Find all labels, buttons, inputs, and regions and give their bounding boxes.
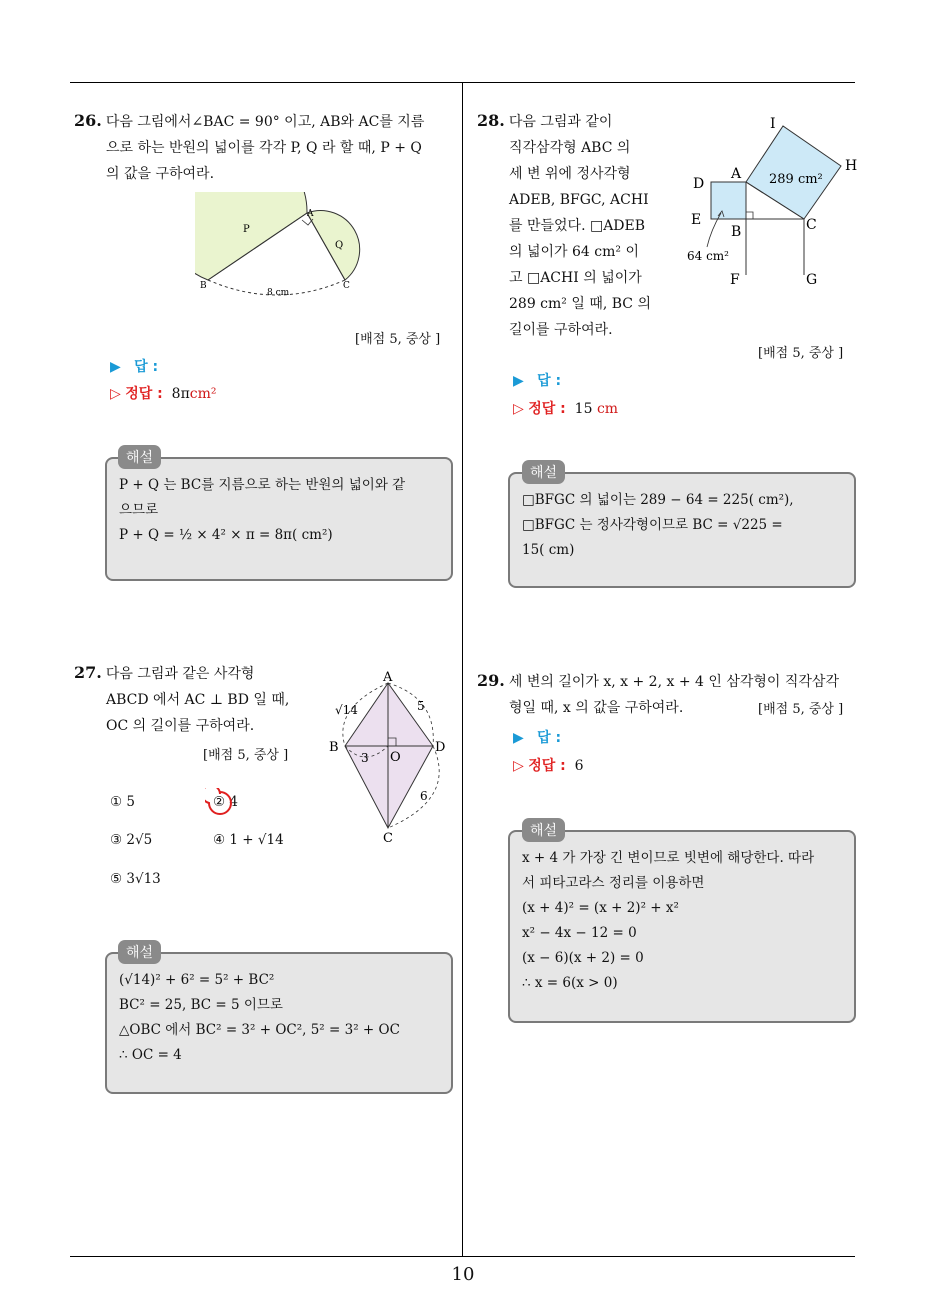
- label-C: C: [343, 281, 350, 291]
- outline-play-icon: ▷: [513, 758, 524, 774]
- label-5: 5: [417, 699, 425, 713]
- question-27-meta: [배점 5, 중상 ]: [203, 748, 289, 763]
- choice-5[interactable]: ⑤ 3√13: [110, 871, 161, 887]
- label-G: G: [806, 272, 818, 288]
- pythagoras-squares-figure: [685, 112, 860, 292]
- label-B: B: [329, 740, 339, 755]
- question-29: 29. 세 변의 길이가 x, x + 2, x + 4 인 삼각형이 직각삼각 형일 때, x 의 값을 구하여라.: [477, 671, 839, 716]
- question-28-meta: [배점 5, 중상 ]: [758, 346, 844, 361]
- rhombus-figure: [325, 668, 455, 846]
- bottom-rule: [70, 1256, 855, 1257]
- answer-row-29: ▶ 답 :: [513, 730, 562, 746]
- question-number: 28.: [477, 111, 505, 130]
- label-area-289: 289 cm²: [769, 172, 823, 187]
- label-C: C: [806, 217, 817, 233]
- question-26-meta: [배점 5, 중상 ]: [355, 332, 441, 347]
- question-number: 26.: [74, 111, 102, 130]
- choice-2[interactable]: ② 4: [213, 794, 238, 810]
- solution-box-28: □BFGC 의 넓이는 289 − 64 = 225( cm²), □BFGC 는 정사각형이므로 BC = √225 = 15( cm): [508, 472, 856, 588]
- play-icon: ▶: [110, 359, 121, 375]
- solution-box-29: x + 4 가 가장 긴 변이므로 빗변에 해당한다. 따라 서 피타고라스 정리를 이용하면 (x + 4)² = (x + 2)² + x² x² − 4x − 12 = 0 (x − 6)(x + 2) = 0 ∴ x = 6(x > 0): [508, 830, 856, 1023]
- label-B: B: [731, 224, 742, 240]
- column-divider: [462, 83, 463, 1256]
- page-number: 10: [451, 1264, 475, 1285]
- answer-row-28: ▶ 답 :: [513, 373, 562, 389]
- label-E: E: [691, 212, 702, 228]
- solution-tag-26: 해설: [118, 445, 161, 469]
- correct-row-28: ▷ 정답 : 15 cm: [513, 401, 619, 417]
- solution-tag-28: 해설: [522, 460, 565, 484]
- semicircle-figure: [195, 192, 370, 302]
- correct-row-29: ▷ 정답 : 6: [513, 758, 584, 774]
- label-area-64: 64 cm²: [687, 249, 729, 263]
- label-P: P: [243, 224, 250, 235]
- choice-4[interactable]: ④ 1 + √14: [213, 832, 284, 848]
- label-base: 8 cm: [267, 288, 290, 298]
- solution-tag-27: 해설: [118, 940, 161, 964]
- label-A: A: [731, 166, 742, 182]
- label-O: O: [390, 750, 401, 765]
- label-D: D: [693, 176, 705, 192]
- label-D: D: [435, 740, 446, 755]
- selected-circle-icon: [205, 788, 235, 818]
- solution-box-26: P + Q 는 BC를 지름으로 하는 반원의 넓이와 같 으므로 P + Q = ½ × 4² × π = 8π( cm²): [105, 457, 453, 581]
- outline-play-icon: ▷: [513, 401, 524, 417]
- play-icon: ▶: [513, 373, 524, 389]
- label-C: C: [383, 831, 393, 846]
- choice-1[interactable]: ① 5: [110, 794, 135, 810]
- label-Q: Q: [335, 240, 344, 251]
- solution-tag-29: 해설: [522, 818, 565, 842]
- label-A: A: [307, 209, 314, 219]
- label-B: B: [200, 281, 207, 291]
- question-28: 28. 다음 그림과 같이 직각삼각형 ABC 의 세 변 위에 정사각형 ADEB, BFGC, ACHI 를 만들었다. □ADEB 의 넓이가 64 cm² 이 고 □ACHI 의 넓이가 289 cm² 일 때, BC 의 길이를 구하여라.: [477, 111, 651, 338]
- label-3: 3: [361, 751, 369, 765]
- question-number: 27.: [74, 663, 102, 682]
- choice-3[interactable]: ③ 2√5: [110, 832, 153, 848]
- question-26: [74, 108, 458, 187]
- play-icon: ▶: [513, 730, 524, 746]
- question-number: 29.: [477, 671, 505, 690]
- question-27: 27. 다음 그림과 같은 사각형 ABCD 에서 AC ⊥ BD 일 때, OC 의 길이를 구하여라.: [74, 663, 290, 734]
- label-sqrt14: √14: [335, 703, 358, 717]
- correct-row-26: ▷ 정답 : 8πcm²: [110, 386, 217, 402]
- answer-row-26: ▶ 답 :: [110, 359, 159, 375]
- label-I: I: [770, 116, 776, 132]
- label-F: F: [730, 272, 740, 288]
- question-29-meta: [배점 5, 중상 ]: [758, 702, 844, 717]
- question-26-text: 26. 다음 그림에서∠BAC = 90° 이고, AB와 AC를 지름 으로 하는 반원의 넓이를 각각 P, Q 라 할 때, P + Q 의 값을 구하여라.: [74, 111, 425, 182]
- label-H: H: [845, 158, 858, 174]
- label-6: 6: [420, 789, 428, 803]
- label-A: A: [383, 670, 393, 685]
- outline-play-icon: ▷: [110, 386, 121, 402]
- solution-box-27: (√14)² + 6² = 5² + BC² BC² = 25, BC = 5 이므로 △OBC 에서 BC² = 3² + OC², 5² = 3² + OC ∴ OC = 4: [105, 952, 453, 1094]
